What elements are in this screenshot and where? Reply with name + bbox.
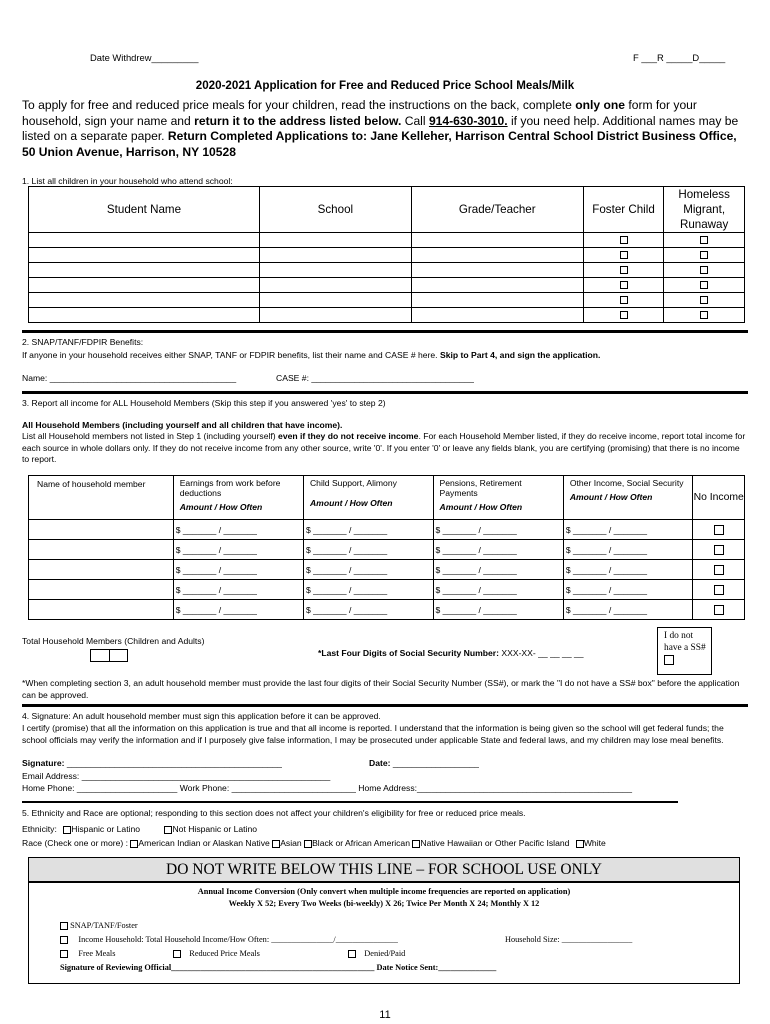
member-name-cell[interactable] [29, 580, 174, 600]
child-name-cell[interactable] [29, 263, 260, 278]
divider [22, 801, 678, 803]
no-income-checkbox[interactable] [714, 585, 724, 595]
foster-checkbox[interactable] [620, 251, 628, 259]
reduced-meals-checkbox[interactable] [173, 950, 181, 958]
intro-paragraph: To apply for free and reduced price meals for your children, read the instructions on the back, complete only one form for your household, sign your name and return it to the address listed below. Call 914-630-3010. if you need help. Additional names may be listed on a separate paper. Return Completed Applications to: Jane Kelleher, Harrison Central School District Business Office, 50 Union Avenue, Harrison, NY 10528 [22, 98, 739, 159]
step3-bold-head: All Household Members (including yourself and all children that have income). [22, 420, 343, 430]
race-row: Race (Check one or more) : American Indian or Alaskan Native Asian Black or African American Native Hawaiian or Other Pacific Island White [22, 838, 606, 848]
child-name-cell[interactable] [29, 248, 260, 263]
col-grade-teacher: Grade/Teacher [411, 187, 583, 233]
col-school: School [259, 187, 411, 233]
foster-checkbox[interactable] [620, 236, 628, 244]
signature-field[interactable]: Signature: _____________________________________________ [22, 758, 282, 768]
foster-checkbox[interactable] [620, 311, 628, 319]
step3-instructions: List all Household members not listed in Step 1 (including yourself) even if they do not receive income. For each Household Member listed, if they do receive income, report total income for each source in whole dollars only. If they do not receive income from any other source, write '0'. If you enter '0' or leave any fields blank, you are certifying (promising) that there is no income to report. [22, 431, 746, 464]
col-foster-child: Foster Child [583, 187, 664, 233]
ssn-field: *Last Four Digits of Social Security Number: XXX-XX- __ __ __ __ [318, 648, 584, 658]
member-name-cell[interactable] [29, 520, 174, 540]
snap-checkbox[interactable] [60, 922, 68, 930]
ethnicity-row: Ethnicity: Hispanic or Latino Not Hispanic or Latino [22, 824, 258, 834]
race-checkbox[interactable] [304, 840, 312, 848]
foster-checkbox[interactable] [620, 266, 628, 274]
homeless-checkbox[interactable] [700, 281, 708, 289]
homeless-checkbox[interactable] [700, 296, 708, 304]
no-income-checkbox[interactable] [714, 525, 724, 535]
snap-option: SNAP/TANF/Foster [60, 921, 138, 930]
no-income-checkbox[interactable] [714, 605, 724, 615]
col-earnings: Earnings from work before deductions Amount / How Often [173, 476, 303, 520]
col-child-support: Child Support, Alimony Amount / How Often [303, 476, 433, 520]
member-name-cell[interactable] [29, 600, 174, 620]
member-name-cell[interactable] [29, 560, 174, 580]
income-household-checkbox[interactable] [60, 936, 68, 944]
free-meals-option: Free Meals [60, 949, 115, 958]
certify-text: I certify (promise) that all the information on this application is true and that all income is reported. I understand that the information is being given so the school will get federal funds; the school officials may verify the information and if I purposely give false information, I may be prosecuted under applicable State and federal laws, and my children may lose meal benefits. [22, 723, 724, 745]
foster-checkbox[interactable] [620, 281, 628, 289]
free-meals-checkbox[interactable] [60, 950, 68, 958]
divider [22, 391, 748, 394]
no-income-checkbox[interactable] [714, 565, 724, 575]
homeless-checkbox[interactable] [700, 311, 708, 319]
step2-title: 2. SNAP/TANF/FDPIR Benefits: [22, 337, 144, 347]
child-name-cell[interactable] [29, 233, 260, 248]
income-household-option: Income Household: Total Household Income/How Often: _______________/_______________ [60, 935, 398, 944]
divider [22, 330, 748, 333]
race-checkbox[interactable] [272, 840, 280, 848]
no-income-checkbox[interactable] [714, 545, 724, 555]
page-number: 11 [379, 1009, 391, 1021]
conversion-line-2: Weekly X 52; Every Two Weeks (bi-weekly) X 26; Twice Per Month X 24; Monthly X 12 [228, 899, 540, 908]
children-table [28, 186, 745, 323]
step2-text: If anyone in your household receives either SNAP, TANF or FDPIR benefits, list their name and CASE # here. Skip to Part 4, and sign the application. [22, 350, 601, 360]
step3-title: 3. Report all income for ALL Household Members (Skip this step if you answered 'yes' to step 2) [22, 398, 386, 408]
reduced-meals-option: Reduced Price Meals [173, 949, 260, 958]
no-ssn-box: I do not have a SS# [657, 627, 712, 675]
ssn-note: *When completing section 3, an adult household member must provide the last four digits of their Social Security Number (SS#), or mark the "I do not have a SS# box" before the application can be approved. [22, 678, 740, 700]
snap-name-field[interactable]: Name: _______________________________________ [22, 373, 237, 383]
member-name-cell[interactable] [29, 540, 174, 560]
col-other-income: Other Income, Social Security Amount / How Often [563, 476, 693, 520]
child-name-cell[interactable] [29, 308, 260, 323]
no-ssn-checkbox[interactable] [664, 655, 674, 665]
child-name-cell[interactable] [29, 293, 260, 308]
official-signature-field[interactable]: Signature of Reviewing Official_________________________________________________ Date Notice Sent:______________ [60, 963, 497, 972]
step5-title: 5. Ethnicity and Race are optional; responding to this section does not affect your children's eligibility for free or reduced price meals. [22, 808, 526, 818]
frd-field: F ___R _____D_____ [633, 52, 726, 63]
page-title: 2020-2021 Application for Free and Reduced Price School Meals/Milk [195, 79, 575, 92]
col-homeless: Homeless Migrant, Runaway [664, 187, 745, 233]
col-student-name: Student Name [29, 187, 260, 233]
household-size-field[interactable]: Household Size: _________________ [505, 935, 633, 944]
homeless-checkbox[interactable] [700, 236, 708, 244]
divider [22, 704, 748, 707]
race-checkbox[interactable] [576, 840, 584, 848]
col-no-income: No Income [693, 476, 745, 520]
snap-case-field[interactable]: CASE #: __________________________________ [276, 373, 474, 383]
date-field[interactable]: Date: __________________ [369, 758, 479, 768]
income-table: Name of household member Earnings from work before deductions Amount / How Often Child Support, Alimony Amount / How Often Pensions, Retirement Payments Amount / How Often Other Income, Social Security Amount / How Often No Income $ _______ / _______ $ _______ / _______ $ _______ / _______ $ _______ / _______ $ _______ / _______ $ _______ / _______ $ _______ / _______ $ _______ / _______ $ _______ / _______ $ _______ / _______ $ _______ / _______ $ _______ / _______ $ _______ / _______ $ _______ / _______ $ _______ / _______ $ _______ / _______ $ _______ / _______ $ _______ / _______ $ _______ / _______ $ _______ / _______ [28, 475, 745, 620]
child-name-cell[interactable] [29, 278, 260, 293]
homeless-checkbox[interactable] [700, 251, 708, 259]
email-field[interactable]: Email Address: ____________________________________________________ [22, 771, 331, 781]
col-pensions: Pensions, Retirement Payments Amount / How Often [433, 476, 563, 520]
total-members-box[interactable] [90, 649, 128, 662]
step1-label: 1. List all children in your household who attend school: [22, 176, 233, 186]
total-members-label: Total Household Members (Children and Adults) [22, 636, 205, 646]
date-withdrew: Date Withdrew_________ [90, 52, 199, 63]
homeless-checkbox[interactable] [700, 266, 708, 274]
step4-title: 4. Signature: An adult household member must sign this application before it can be approved. [22, 711, 381, 721]
denied-checkbox[interactable] [348, 950, 356, 958]
denied-option: Denied/Paid [348, 949, 405, 958]
phone-address-field[interactable]: Home Phone: _____________________ Work Phone: __________________________ Home Address:_____________________________________________ [22, 783, 633, 793]
foster-checkbox[interactable] [620, 296, 628, 304]
office-use-banner: DO NOT WRITE BELOW THIS LINE – FOR SCHOOL USE ONLY [28, 857, 740, 882]
col-household-member: Name of household member [29, 476, 174, 520]
conversion-line-1: Annual Income Conversion (Only convert when multiple income frequencies are reported on application) [197, 887, 571, 896]
